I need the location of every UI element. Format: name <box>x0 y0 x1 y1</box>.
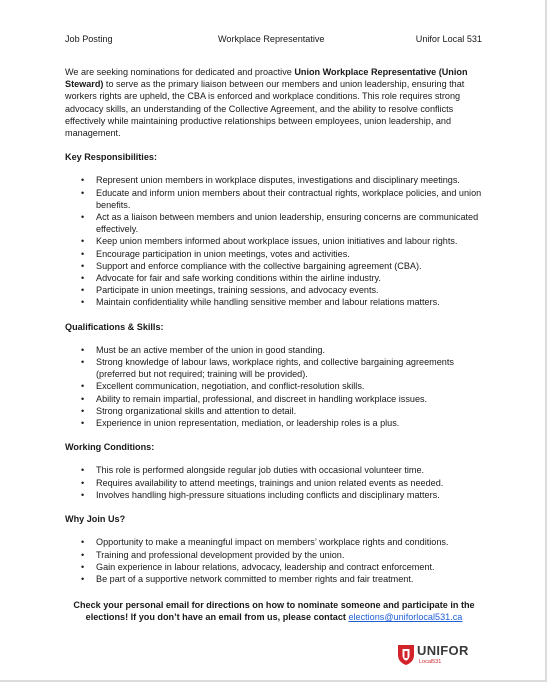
closing-paragraph <box>65 599 483 623</box>
list-item: • Opportunity to make a meaningful impact on members’ workplace rights and conditions. <box>65 536 483 548</box>
list-item: • Training and professional development provided by the union. <box>65 549 483 561</box>
list-item: • Be part of a supportive network committed to member rights and fair treatment. <box>65 573 483 585</box>
unifor-logo-icon <box>397 642 415 666</box>
list-item: • Advocate for fair and safe working conditions within the airline industry. <box>65 272 483 284</box>
document-body <box>65 66 483 633</box>
header-left: Job Posting <box>65 34 113 44</box>
list-item: • Must be an active member of the union in good standing. <box>65 344 483 356</box>
list-item: • Experience in union representation, mediation, or leadership roles is a plus. <box>65 417 483 429</box>
list-item: • Encourage participation in union meetings, votes and activities. <box>65 248 483 260</box>
list-item: • Requires availability to attend meetings, trainings and union related events as needed. <box>65 477 483 489</box>
list-item: • This role is performed alongside regular job duties with occasional volunteer time. <box>65 464 483 476</box>
intro-text-1: We are seeking nominations for dedicated and proactive <box>65 67 295 77</box>
section-heading-qualifications: Qualifications & Skills: <box>65 321 164 332</box>
unifor-logo <box>397 640 477 668</box>
list-item: • Involves handling high-pressure situations including conflicts and disciplinary matters. <box>65 489 483 501</box>
intro-paragraph <box>65 66 483 139</box>
logo-wordmark: UNIFOR <box>417 643 469 658</box>
section-heading-why-join: Why Join Us? <box>65 514 126 525</box>
list-item: • Ability to remain impartial, professional, and discreet in handling workplace issues. <box>65 393 483 405</box>
intro-bold-title: Union Workplace Representative (Union Steward) <box>65 67 468 90</box>
intro-text-2: to serve as the primary liaison between our members and union leadership, ensuring that workers rights are upheld, the CBA is enforced and workplace conditions. This role requires strong advocacy skills, an understanding of the Collective Agreement, and the ability to resolve conflicts effectively while maintaining productive relationships between employees, union leadership, and management. <box>65 79 465 139</box>
list-item: • Strong knowledge of labour laws, workplace rights, and collective bargaining agreements (preferred but not required; training will be provided). <box>65 356 483 380</box>
list-item: • Act as a liaison between members and union leadership, ensuring concerns are communicated effectively. <box>65 211 483 235</box>
list-item: • Excellent communication, negotiation, and conflict-resolution skills. <box>65 380 483 392</box>
section-heading-responsibilities: Key Responsibilities: <box>65 152 157 163</box>
list-item: • Keep union members informed about workplace issues, union initiatives and labour rights. <box>65 235 483 247</box>
header-right: Unifor Local 531 <box>415 34 482 44</box>
page-header <box>65 33 482 45</box>
contact-email-link[interactable]: elections@uniforlocal531.ca <box>348 612 463 623</box>
list-responsibilities <box>65 174 483 308</box>
logo-local-label: Local531 <box>419 659 442 665</box>
list-item: • Educate and inform union members about their contractual rights, workplace policies, and union benefits. <box>65 187 483 211</box>
section-heading-working-conditions: Working Conditions: <box>65 442 155 453</box>
list-why-join <box>65 536 483 585</box>
list-working-conditions <box>65 464 483 501</box>
list-item: • Maintain confidentiality while handling sensitive member and labour relations matters. <box>65 296 483 308</box>
header-center: Workplace Representative <box>218 34 325 44</box>
list-item: • Gain experience in labour relations, advocacy, leadership and contract enforcement. <box>65 561 483 573</box>
list-item: • Support and enforce compliance with the collective bargaining agreement (CBA). <box>65 260 483 272</box>
list-qualifications <box>65 344 483 429</box>
closing-text: Check your personal email for directions on how to nominate someone and participate in the elections! If you don’t have an email from us, please contact <box>73 600 475 623</box>
list-item: • Represent union members in workplace disputes, investigations and disciplinary meetings. <box>65 174 483 186</box>
list-item: • Participate in union meetings, training sessions, and advocacy events. <box>65 284 483 296</box>
list-item: • Strong organizational skills and attention to detail. <box>65 405 483 417</box>
